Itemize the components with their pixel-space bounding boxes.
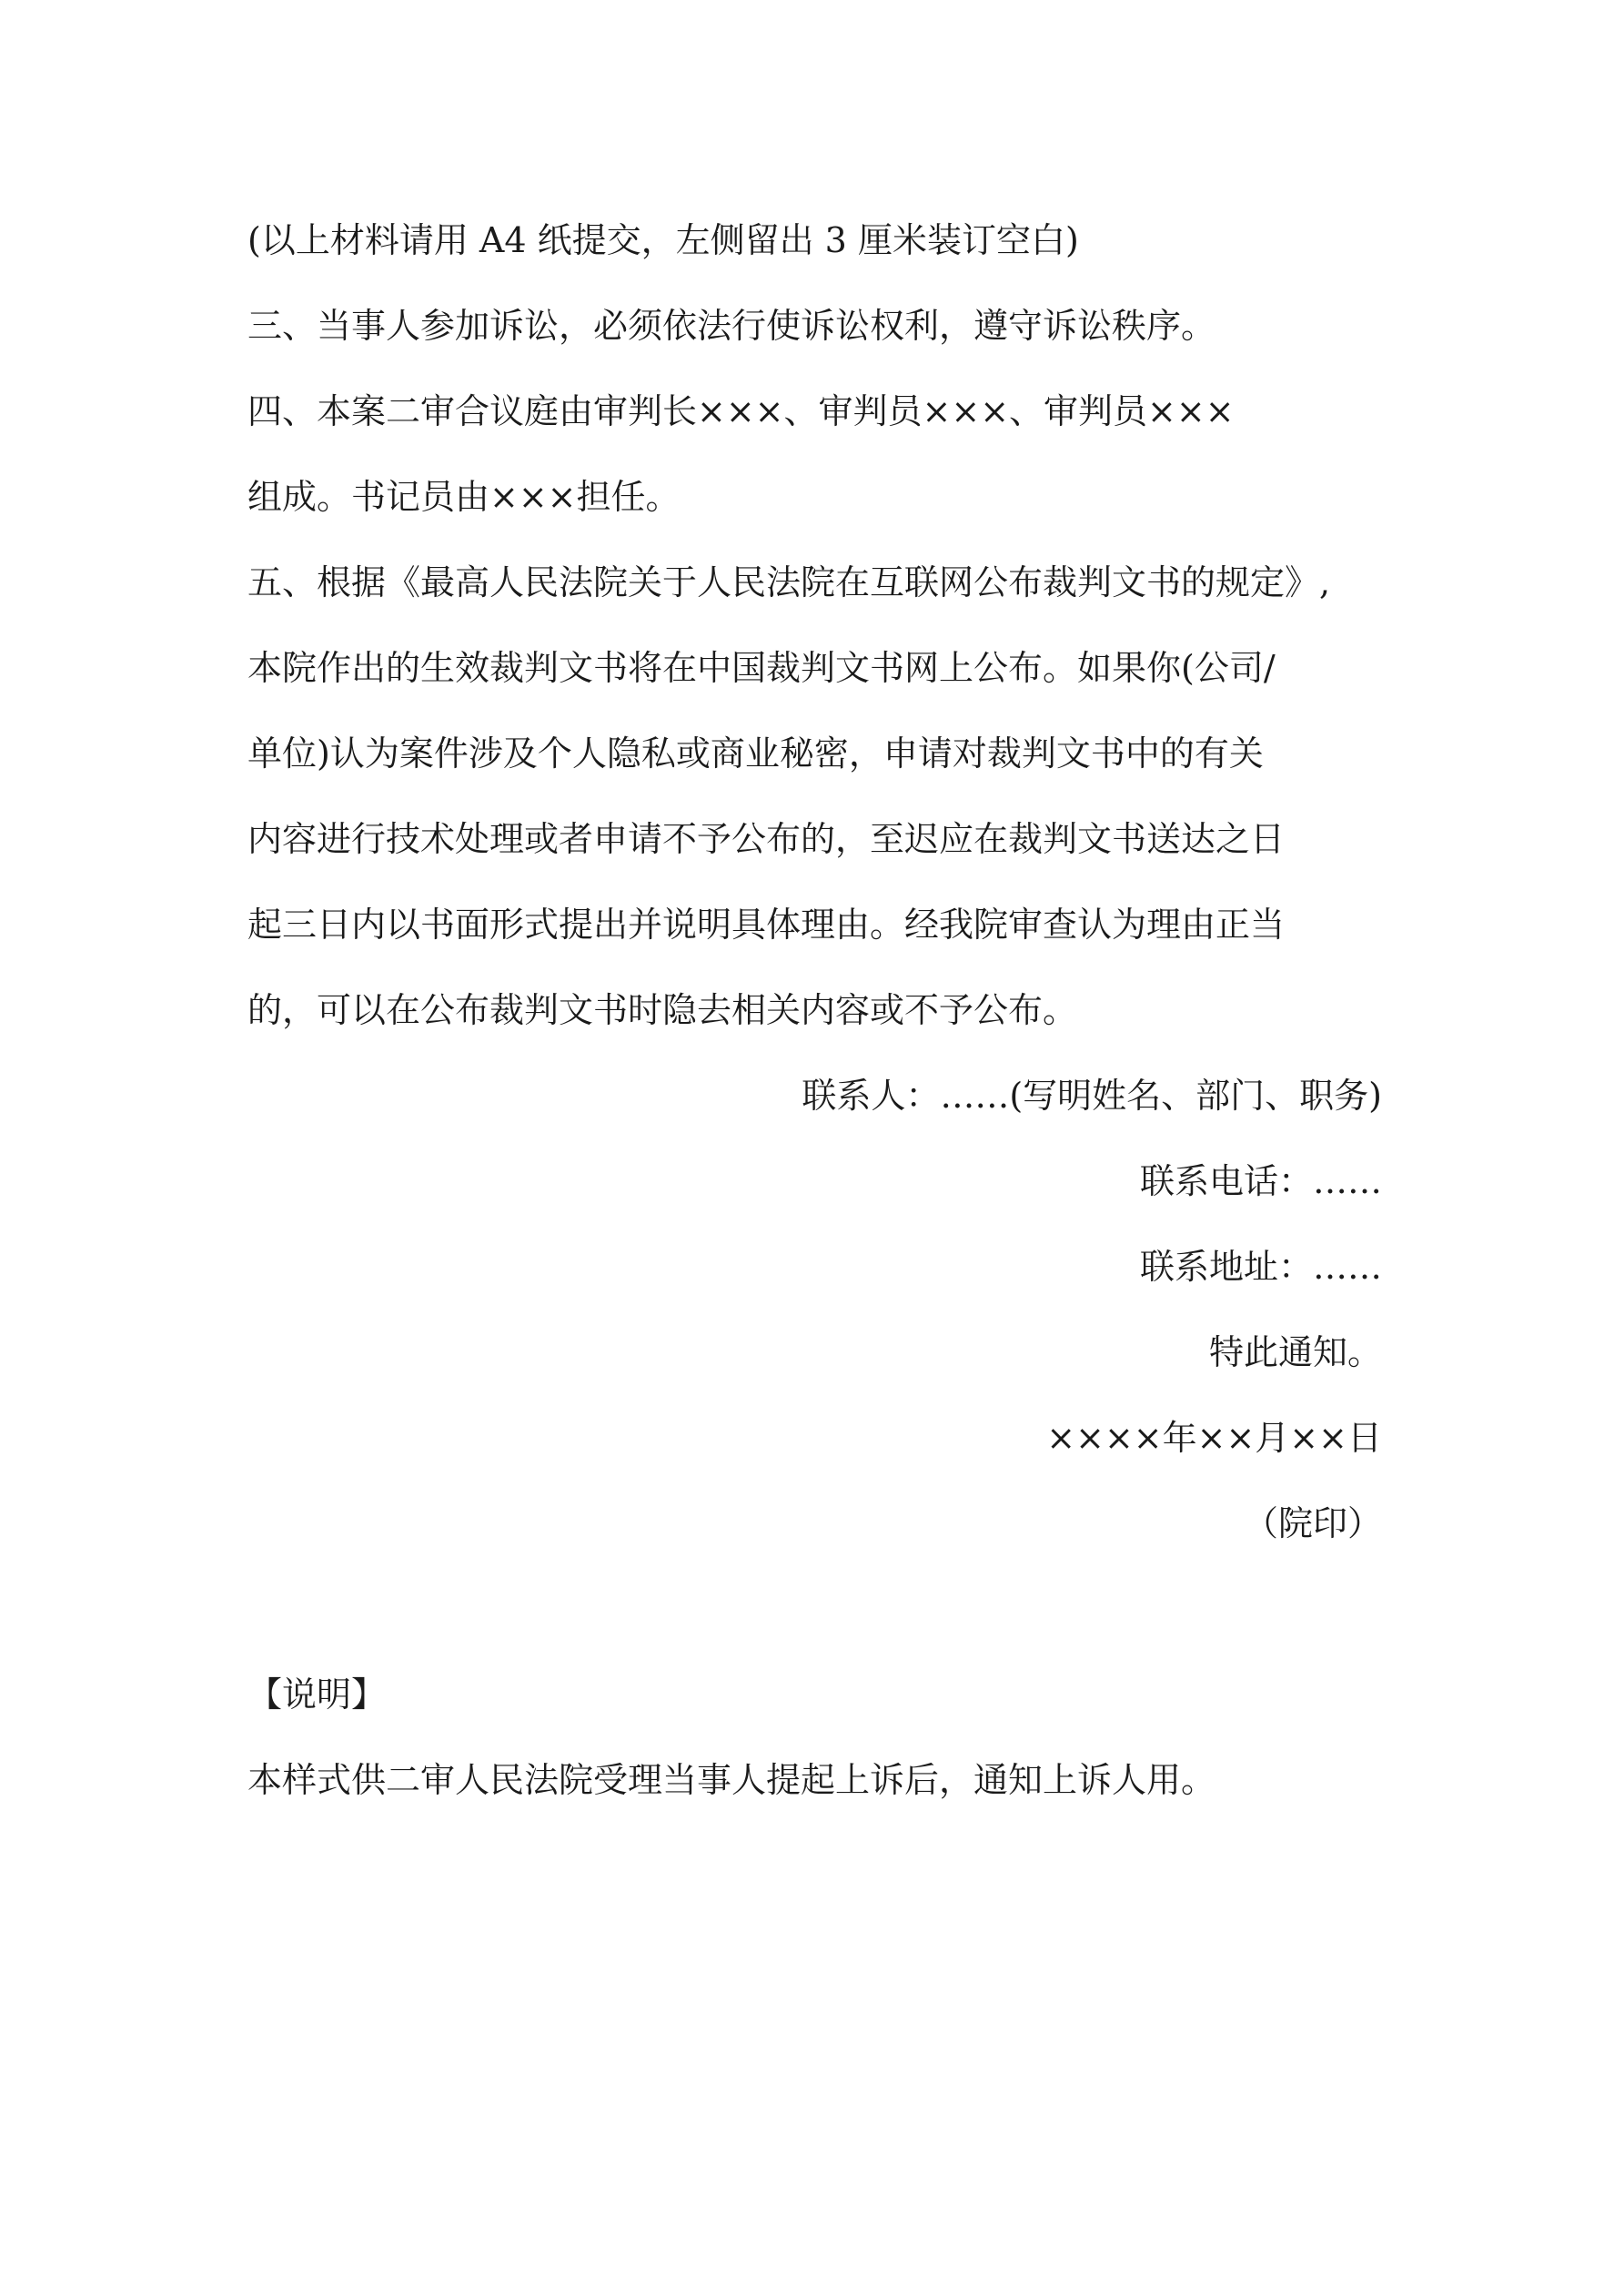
explanation-heading: 【说明】 <box>247 1674 387 1714</box>
contact-address: 联系地址：…… <box>1139 1247 1382 1287</box>
contact-person: 联系人：……(写明姓名、部门、职务) <box>802 1076 1382 1116</box>
closing-notice: 特此通知。 <box>1208 1332 1382 1372</box>
paragraph-five-line-1: 五、根据《最高人民法院关于人民法院在互联网公布裁判文书的规定》, <box>247 562 1331 602</box>
paragraph-five-line-3: 单位)认为案件涉及个人隐私或商业秘密，申请对裁判文书中的有关 <box>247 733 1264 774</box>
paragraph-four-line-1: 四、本案二审合议庭由审判长×××、审判员×××、审判员××× <box>247 391 1235 431</box>
court-seal: （院印） <box>1243 1503 1382 1543</box>
paragraph-five-line-5: 起三日内以书面形式提出并说明具体理由。经我院审查认为理由正当 <box>247 905 1286 945</box>
materials-note: (以上材料请用 A4 纸提交，左侧留出 3 厘米装订空白) <box>247 220 1079 260</box>
paragraph-three: 三、当事人参加诉讼，必须依法行使诉讼权利，遵守诉讼秩序。 <box>247 306 1216 346</box>
paragraph-five-line-2: 本院作出的生效裁判文书将在中国裁判文书网上公布。如果你(公司/ <box>247 648 1276 688</box>
explanation-text: 本样式供二审人民法院受理当事人提起上诉后，通知上诉人用。 <box>247 1760 1216 1800</box>
paragraph-five-line-4: 内容进行技术处理或者申请不予公布的，至迟应在裁判文书送达之日 <box>247 819 1286 859</box>
contact-phone: 联系电话：…… <box>1139 1161 1382 1201</box>
paragraph-five-line-6: 的，可以在公布裁判文书时隐去相关内容或不予公布。 <box>247 990 1078 1030</box>
document-date: ××××年××月××日 <box>1046 1418 1382 1458</box>
paragraph-four-line-2: 组成。书记员由×××担任。 <box>247 477 681 517</box>
